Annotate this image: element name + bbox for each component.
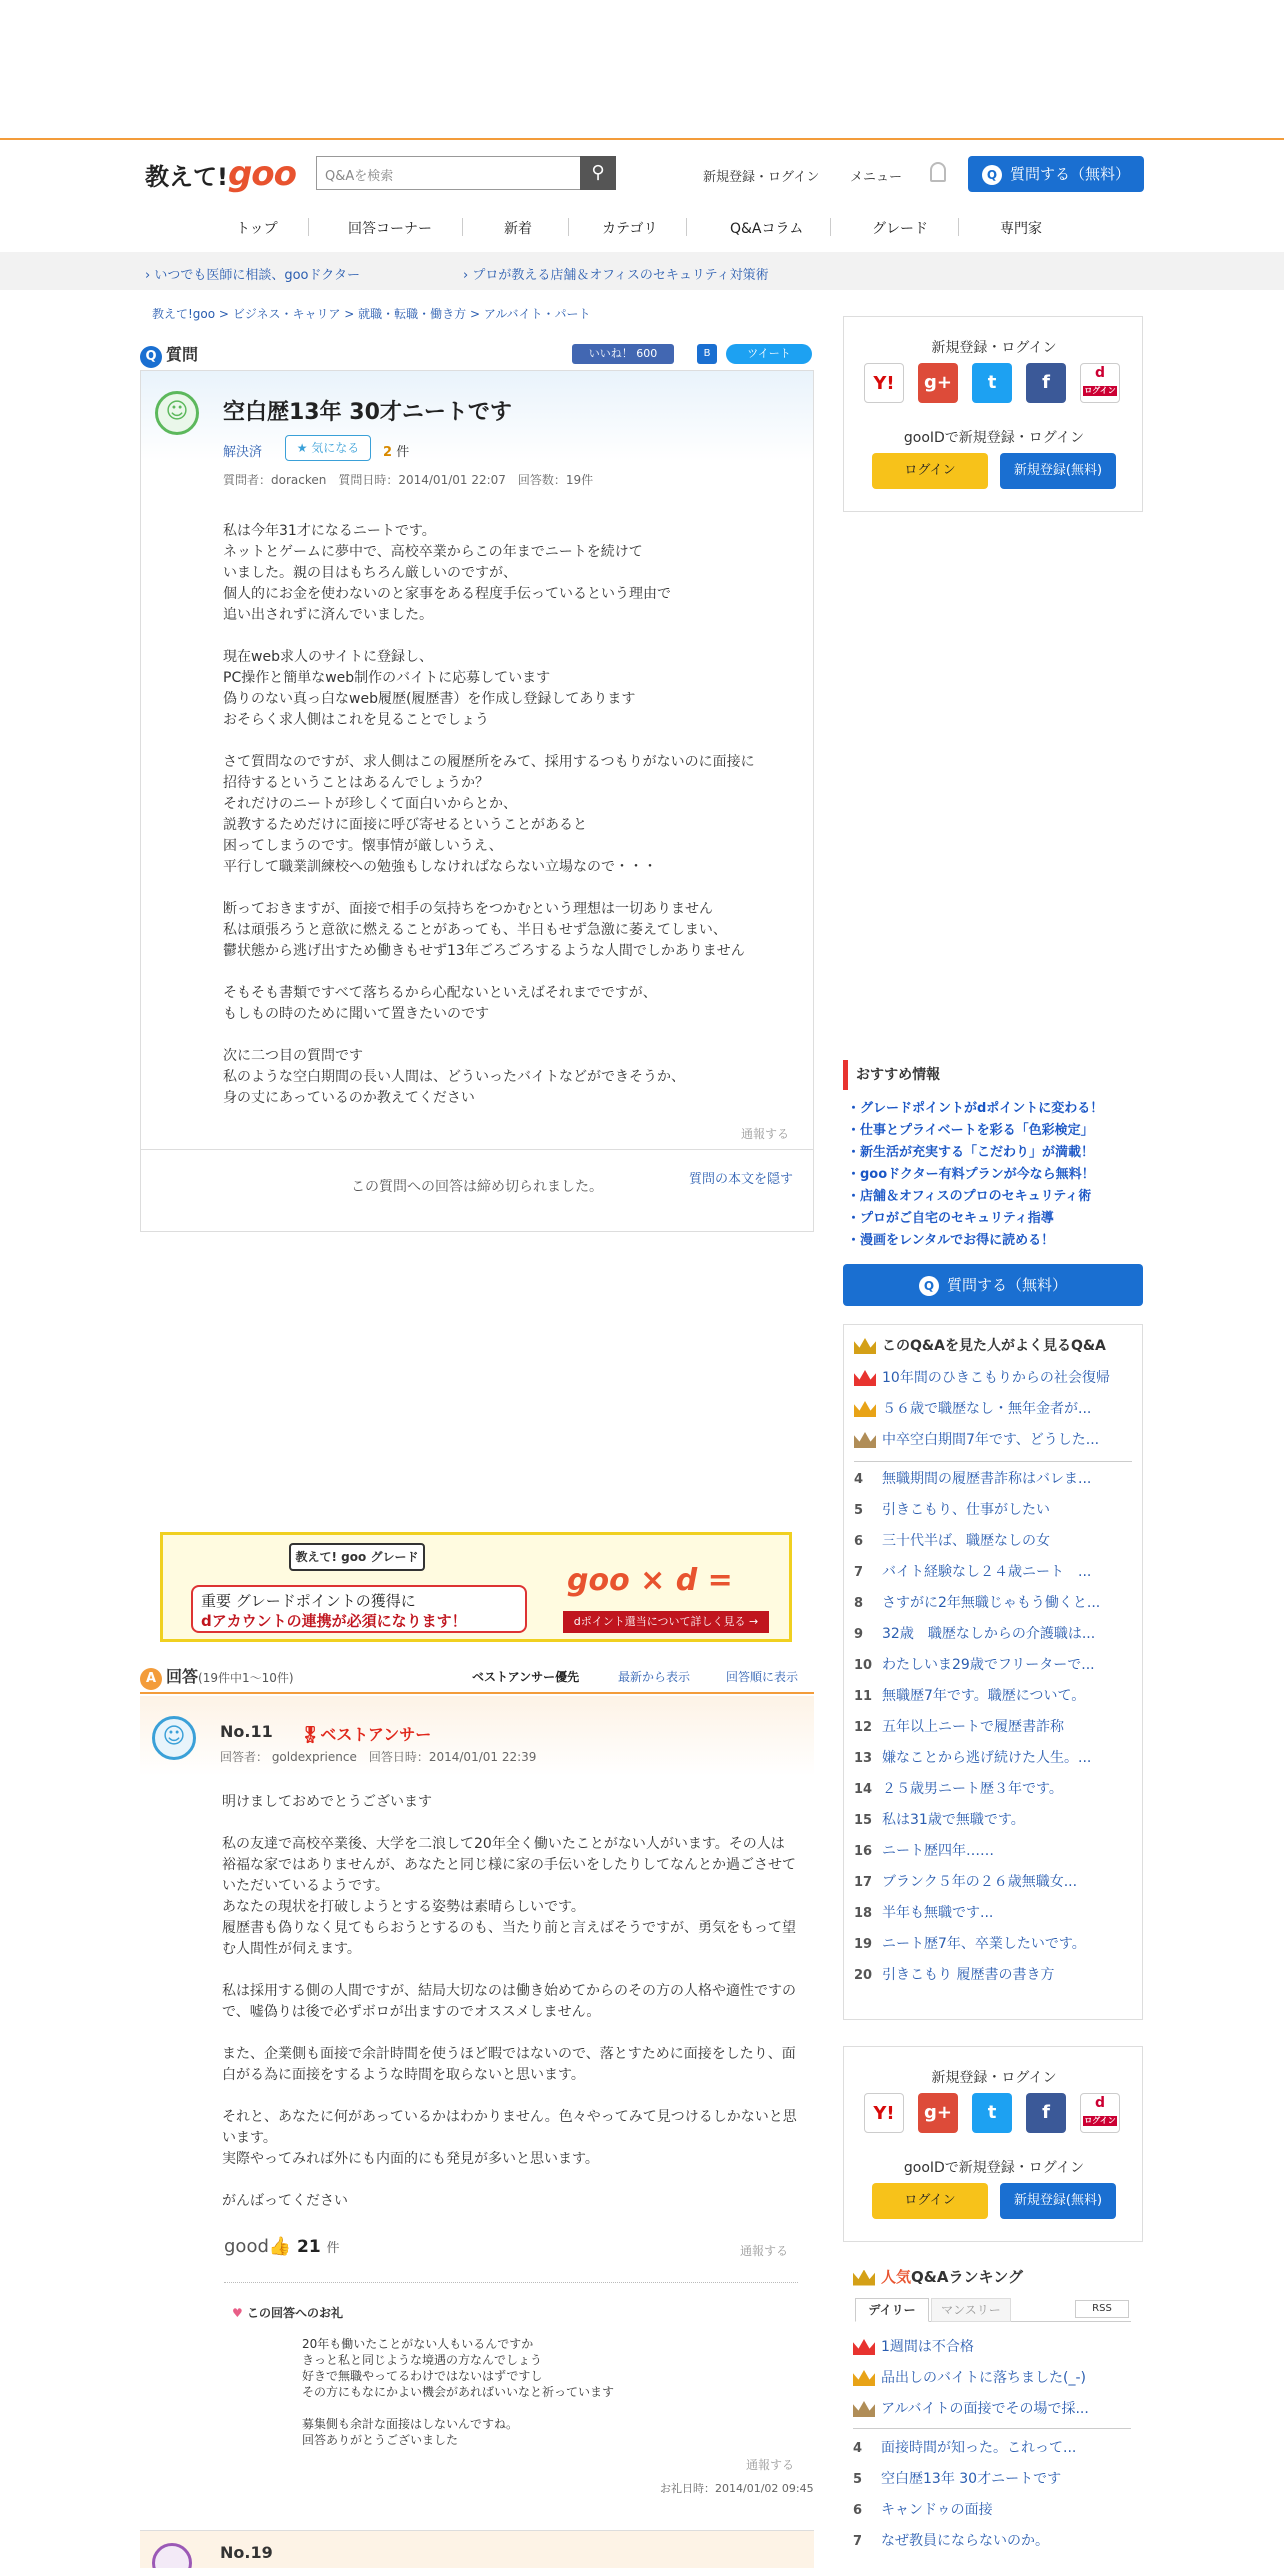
grade-ad-banner[interactable]	[160, 1532, 792, 1642]
nav-divider	[686, 218, 687, 236]
avatar[interactable]	[152, 2543, 192, 2568]
item-title: 無職歴7年です。職歴について。	[882, 1688, 1086, 1704]
rank-crown-icon	[854, 1432, 876, 1448]
related-title	[854, 1335, 1106, 1355]
list-item[interactable]	[854, 1499, 1050, 1519]
grade-ad-line: 重要 グレードポイントの獲得に	[201, 1592, 416, 1610]
promo-text: いつでも医師に相談、gooドクター	[154, 268, 360, 283]
item-title: なぜ教員にならないのか。	[881, 2533, 1049, 2549]
register-button[interactable]: 新規登録(無料)	[1000, 453, 1116, 489]
list-item[interactable]	[853, 2437, 1076, 2457]
list-item[interactable]	[853, 2367, 1086, 2387]
divider	[854, 1461, 1132, 1462]
recommend-item[interactable]: ・店舗＆オフィスのプロのセキュリティ術	[847, 1189, 1092, 1204]
facebook-icon[interactable]: f	[1026, 2093, 1066, 2133]
ranking-tabs	[855, 2298, 1131, 2322]
item-title: さすがに2年無職じゃもう働くと...	[882, 1595, 1101, 1611]
rank-number: 7	[854, 1565, 864, 1580]
divider	[224, 2282, 798, 2283]
list-item[interactable]	[853, 2530, 1049, 2550]
breadcrumb-item[interactable]: ビジネス・キャリア >	[232, 307, 355, 321]
item-title: 引きこもり、仕事がしたい	[882, 1502, 1050, 1518]
login-title: 新規登録・ログイン	[931, 340, 1057, 356]
rank-number: 5	[853, 2472, 863, 2487]
question-meta: 質問者：doracken 質問日時：2014/01/01 22:07 回答数：19件	[223, 473, 594, 487]
list-item[interactable]	[854, 1685, 1085, 1705]
thanks-header	[232, 2304, 343, 2321]
item-title: ブランク５年の２６歳無職女...	[882, 1874, 1078, 1890]
list-item[interactable]	[853, 2468, 1061, 2488]
item-title: ニート歴四年……	[882, 1843, 994, 1859]
favorite-count-unit: 件	[396, 445, 410, 460]
item-title: 半年も無職です...	[882, 1905, 994, 1921]
answer-body: 明けましておめでとうございます 私の友達で高校卒業後、大学を二浪して20年全く働いたことがない人がいます。その人は裕福な家ではありませんが、あなたと同じ様に家の手伝いをしたりしてなんとか過ごさせていただいているようです。 あなたの現状を打破しようとする姿勢は素晴らしいです。 履歴書も偽りなく見てもらおうとするのも、当たり前と言えばそうですが、勇気をもって望む人間性が伺えます。 私は採用する側の人間ですが、結局大切なのは働き始めてからのその方の人格や適性ですので、嘘偽りは後で必ずボロが出ますのでオススメしません。 また、企業側も面接で余計時間を使うほど暇ではないので、落とすために面接をしたり、面白がる為に面接をするような時間を取らないと思います。 それと、あなたに何があっているかはわかりません。色々やってみて見つけるしかないと思います。 実際やってみれば外にも内面的にも発見が多いと思います。 がんばってください	[222, 1794, 797, 2209]
best-answer-label	[300, 1722, 431, 1745]
status-badge: 解決済	[223, 445, 263, 460]
rank-number: 7	[853, 2534, 863, 2549]
closed-notice-row	[141, 1149, 813, 1231]
ranking-title-pre: 人気	[881, 2268, 912, 2286]
nav-answer-corner[interactable]: 回答コーナー	[348, 221, 432, 237]
nav-top[interactable]: トップ	[236, 221, 278, 237]
thumbs-up-icon: 👍	[268, 2236, 292, 2257]
answer-meta: 回答者： goldexprience 回答日時：2014/01/01 22:39	[220, 1750, 537, 1764]
rank-number: 17	[854, 1875, 873, 1890]
best-answer	[140, 1696, 814, 2504]
closed-notice: この質問への回答は締め切られました。	[351, 1179, 603, 1195]
rank-number: 4	[853, 2441, 863, 2456]
question-icon: Q	[919, 1276, 939, 1296]
heart-icon: ♥	[232, 2306, 243, 2320]
twitter-icon[interactable]: t	[972, 2093, 1012, 2133]
rank-number: 18	[854, 1906, 873, 1921]
list-item[interactable]	[854, 1530, 1050, 1550]
rank-number: 14	[854, 1782, 873, 1797]
list-item[interactable]	[854, 1367, 1110, 1387]
sidebar-login-box-2	[843, 2046, 1143, 2242]
grade-ad-brand: goo × d =	[567, 1563, 733, 1598]
breadcrumb-item[interactable]: 就職・転職・働き方 >	[358, 307, 481, 321]
search-icon: ⚲	[591, 162, 605, 183]
list-item[interactable]	[854, 1871, 1077, 1891]
item-title: 無職期間の履歴書詐称はバレま...	[882, 1471, 1092, 1487]
sort-best-tab[interactable]: ベストアンサー優先	[472, 1670, 580, 1684]
recommend-item[interactable]: ・gooドクター有料プランが今なら無料！	[847, 1167, 1095, 1182]
nav-category[interactable]: カテゴリ	[602, 221, 658, 237]
item-title: 1週間は不合格	[881, 2339, 974, 2355]
nav-new[interactable]: 新着	[504, 221, 532, 237]
tab-daily[interactable]: デイリー	[855, 2298, 929, 2322]
bookmark-icon[interactable]: B	[697, 344, 717, 364]
good-count: 21	[297, 2237, 321, 2257]
ask-button-label: 質問する（無料）	[946, 1276, 1067, 1294]
logo-brand: goo	[227, 154, 297, 194]
list-item[interactable]	[854, 1561, 1091, 1581]
grade-ad-cta[interactable]: dポイント還当について詳しく見る →	[563, 1611, 769, 1633]
rank-number: 13	[854, 1751, 873, 1766]
sidebar-ask-button[interactable]	[843, 1264, 1143, 1306]
thanks-date: お礼日時：2014/01/02 09:45	[660, 2482, 814, 2495]
item-title: ２５歳男ニート歴３年です。	[882, 1781, 1063, 1797]
item-title: バイト経験なし２４歳ニート ...	[882, 1564, 1092, 1580]
google-icon[interactable]: g+	[918, 2093, 958, 2133]
favorite-count	[383, 441, 409, 460]
list-item[interactable]	[854, 1964, 1054, 1984]
breadcrumb-item[interactable]: 教えて!goo >	[152, 307, 229, 321]
item-title: キャンドゥの面接	[881, 2502, 993, 2518]
item-title: 空白歴13年 30才ニートです	[881, 2471, 1062, 2487]
sort-oldest-tab[interactable]: 回答順に表示	[726, 1670, 799, 1684]
list-item[interactable]	[854, 1933, 1086, 1953]
favorite-label: 気になる	[311, 441, 360, 455]
recommend-box	[843, 1060, 1143, 1252]
list-item[interactable]	[854, 1468, 1091, 1488]
search-input[interactable]	[316, 156, 616, 190]
promo-link-security[interactable]: › プロが教える店舗＆オフィスのセキュリティ対策術	[463, 268, 769, 283]
good-button[interactable]	[224, 2236, 339, 2257]
item-title: ニート歴7年、卒業したいです。	[882, 1936, 1086, 1952]
item-title: 私は31歳で無職です。	[882, 1812, 1025, 1828]
list-item[interactable]	[854, 1398, 1091, 1418]
rank-number: 20	[854, 1968, 873, 1983]
docomo-caption: ログイン	[1084, 2116, 1116, 2125]
answer-count: (19件中1～10件)	[198, 1671, 294, 1685]
breadcrumb	[152, 305, 591, 322]
report-link[interactable]: 通報する	[741, 1127, 790, 1141]
rank-number: 10	[854, 1658, 873, 1673]
site-logo[interactable]	[145, 154, 296, 194]
question-section-header	[140, 342, 198, 368]
recommend-item[interactable]: ・仕事とプライベートを彩る「色彩検定」	[847, 1123, 1094, 1138]
question-badge-icon: Q	[140, 346, 162, 368]
crown-icon	[854, 1338, 876, 1354]
rank-number: 12	[854, 1720, 873, 1735]
ranking-title-post: Q&Aランキング	[911, 2268, 1024, 2286]
star-icon: ★	[296, 441, 308, 455]
tab-monthly[interactable]: マンスリー	[931, 2298, 1011, 2322]
avatar[interactable]: ☺	[155, 391, 199, 435]
rss-button[interactable]: RSS	[1075, 2300, 1129, 2318]
docomo-caption: ログイン	[1084, 386, 1116, 395]
grade-ad-line: dアカウントの連携が必須になります！	[201, 1612, 467, 1630]
login-button[interactable]: ログイン	[872, 2183, 988, 2219]
list-item[interactable]	[853, 2398, 1089, 2418]
answer-number: No.11	[220, 1722, 273, 1741]
rank-crown-icon	[854, 1401, 876, 1417]
google-icon[interactable]: g+	[918, 363, 958, 403]
item-title: 10年間のひきこもりからの社会復帰	[882, 1370, 1110, 1386]
rank-number: 6	[854, 1534, 864, 1549]
sort-newest-tab[interactable]: 最新から表示	[618, 1670, 691, 1684]
recommend-item[interactable]: ・グレードポイントがdポイントに変わる！	[847, 1101, 1104, 1116]
rank-number: 4	[854, 1472, 864, 1487]
rank-crown-icon	[853, 2401, 875, 2417]
nav-divider	[958, 218, 959, 236]
rank-crown-icon	[853, 2370, 875, 2386]
item-title: 五年以上ニートで履歴書詐称	[882, 1719, 1064, 1735]
recommend-item[interactable]: ・漫画をレンタルでお得に読める！	[847, 1233, 1055, 1248]
search-button[interactable]	[580, 156, 616, 190]
header-menu-link[interactable]: メニュー	[850, 170, 903, 185]
register-button[interactable]: 新規登録(無料)	[1000, 2183, 1116, 2219]
promo-text: プロが教える店舗＆オフィスのセキュリティ対策術	[472, 268, 769, 283]
recommend-item[interactable]: ・プロがご自宅のセキュリティ指導	[847, 1211, 1054, 1226]
good-unit: 件	[326, 2241, 340, 2256]
rank-number: 6	[853, 2503, 863, 2518]
grade-ad-label: 教えて! goo グレード	[289, 1543, 425, 1571]
docomo-icon[interactable]: d ログイン	[1080, 363, 1120, 403]
thanks-report-link[interactable]: 通報する	[746, 2458, 795, 2472]
question-icon: Q	[982, 165, 1002, 185]
ad-banner-area	[0, 0, 1284, 140]
rank-number: 16	[854, 1844, 873, 1859]
best-answer-text: ベストアンサー	[320, 1725, 432, 1744]
list-item[interactable]	[854, 1809, 1025, 1829]
hide-question-link[interactable]: 質問の本文を隠す	[689, 1172, 794, 1187]
thanks-label: この回答へのお礼	[246, 2306, 343, 2320]
list-item[interactable]	[854, 1592, 1100, 1612]
item-title: 中卒空白期間7年です、どうした...	[882, 1432, 1100, 1448]
item-title: 品出しのバイトに落ちました(_-)	[881, 2370, 1086, 2386]
rank-number: 11	[854, 1689, 873, 1704]
nav-divider	[462, 218, 463, 236]
item-title: わたしいま29歳でフリーターで...	[882, 1657, 1095, 1673]
rank-number: 9	[854, 1627, 864, 1642]
page-title: 空白歴13年 30才ニートです	[223, 400, 512, 425]
section-label: 回答	[166, 1667, 199, 1686]
item-title: 32歳 職歴なしからの介護職は...	[882, 1626, 1096, 1642]
rank-number: 15	[854, 1813, 873, 1828]
search-placeholder: Q&Aを検索	[325, 169, 394, 184]
item-title: 引きこもり 履歴書の書き方	[882, 1967, 1055, 1983]
section-label: 質問	[166, 345, 199, 364]
nav-divider	[830, 218, 831, 236]
list-item[interactable]	[854, 1840, 994, 1860]
recommend-title: おすすめ情報	[843, 1060, 940, 1090]
favorite-count-value: 2	[383, 445, 393, 460]
rank-crown-icon	[853, 2339, 875, 2355]
tweet-label: ツイート	[747, 347, 791, 360]
facebook-like-button[interactable]	[572, 344, 674, 364]
logo-text: 教えて!	[145, 163, 228, 191]
item-title: 嫌なことから逃げ続けた人生。...	[882, 1750, 1092, 1766]
divider	[853, 2428, 1131, 2429]
thanks-body: 20年も働いたことがない人もいるんですか きっと私と同じような境遇の方なんでしょう 好きで無職やってるわけではないはずですし その方にもなにかよい機会があればいいなと祈っています 募集側も余計な面接はしないんですね。 回答ありがとうございました	[302, 2337, 615, 2447]
sidebar-login-box	[843, 316, 1143, 512]
question-box	[140, 370, 814, 1232]
answers-header	[140, 1664, 814, 1694]
recommend-item[interactable]: ・新生活が充実する「こだわり」が満載！	[847, 1145, 1095, 1160]
rank-number: 8	[854, 1596, 864, 1611]
promo-link-doctor[interactable]: › いつでも医師に相談、gooドクター	[145, 268, 360, 283]
yahoo-icon[interactable]: Y!	[864, 2093, 904, 2133]
ask-button-label: 質問する（無料）	[1009, 165, 1130, 183]
list-item[interactable]	[854, 1747, 1091, 1767]
nav-divider	[568, 218, 569, 236]
item-title: 面接時間が知った。これって...	[881, 2440, 1077, 2456]
ranking-box	[843, 2258, 1143, 2568]
ranking-title	[853, 2266, 1023, 2287]
like-label: いいね！ 600	[588, 347, 658, 360]
header-ask-button[interactable]	[968, 156, 1144, 192]
report-link[interactable]: 通報する	[740, 2244, 789, 2258]
nav-divider	[308, 218, 309, 236]
nav-expert[interactable]: 専門家	[1000, 221, 1042, 237]
grade-ad-message	[191, 1585, 527, 1633]
twitter-icon[interactable]: t	[972, 363, 1012, 403]
recommend-list	[847, 1098, 1103, 1252]
yahoo-icon[interactable]: Y!	[864, 363, 904, 403]
crown-icon	[853, 2270, 875, 2286]
medal-icon: 🎖	[300, 1725, 321, 1744]
list-item[interactable]	[854, 1902, 993, 1922]
login-button[interactable]: ログイン	[872, 453, 988, 489]
facebook-icon[interactable]: f	[1026, 363, 1066, 403]
next-answer	[140, 2530, 814, 2568]
favorite-button[interactable]	[285, 435, 371, 461]
breadcrumb-item[interactable]: アルバイト・パート	[483, 307, 591, 321]
list-item[interactable]	[854, 1778, 1063, 1798]
gooid-title: gooIDで新規登録・ログイン	[903, 430, 1085, 446]
nav-grade[interactable]: グレード	[872, 221, 928, 237]
bell-icon[interactable]	[930, 162, 946, 182]
answer-badge-icon: A	[140, 1668, 162, 1690]
list-item[interactable]	[853, 2336, 974, 2356]
good-label: good	[224, 2236, 269, 2257]
related-qa-box	[843, 1324, 1143, 2020]
rank-number: 19	[854, 1937, 873, 1952]
answer-number: No.19	[220, 2543, 273, 2562]
list-item[interactable]	[854, 1429, 1099, 1449]
promo-band	[0, 252, 1284, 290]
tweet-button[interactable]	[726, 344, 812, 364]
list-item[interactable]	[853, 2499, 993, 2519]
list-item[interactable]	[854, 1623, 1095, 1643]
item-title: 三十代半ば、職歴なしの女	[882, 1533, 1050, 1549]
related-title-text: このQ&Aを見た人がよく見るQ&A	[882, 1338, 1106, 1354]
item-title: アルバイトの面接でその場で採...	[881, 2401, 1089, 2417]
header-login-link[interactable]: 新規登録・ログイン	[703, 170, 820, 185]
nav-column[interactable]: Q&Aコラム	[730, 221, 804, 237]
avatar[interactable]: ☺	[152, 1716, 196, 1760]
main-nav	[200, 206, 1084, 250]
login-title: 新規登録・ログイン	[931, 2070, 1057, 2086]
item-title: ５６歳で職歴なし・無年金者が...	[882, 1401, 1092, 1417]
list-item[interactable]	[854, 1654, 1095, 1674]
question-body: 私は今年31才になるニートです。 ネットとゲームに夢中で、高校卒業からこの年までニートを続けて いました。親の目はもちろん厳しいのですが、 個人的にお金を使わないのと家事をある程度手伝っているという理由で 追い出されずに済んでいました。 現在web求人のサイトに登録し、 PC操作と簡単なweb制作のバイトに応募しています 偽りのない真っ白なweb履歴(履歴書）を作成し登録してあります おそらく求人側はこれを見ることでしょう さて質問なのですが、求人側はこの履歴所をみて、採用するつもりがないのに面接に 招待するということはあるんでしょうか？ それだけのニートが珍しくて面白いからとか、 説教するためだけに面接に呼び寄せるということがあると 困ってしまうのです。懐事情が厳しいうえ、 平行して職業訓練校への勉強もしなければならない立場なので・・・ 断っておきますが、面接で相手の気持ちをつかむという理想は一切ありません 私は頑張ろうと意欲に燃えることがあっても、半日もせず急激に萎えてしまい、 鬱状態から逃げ出すため働きもせず13年ごろごろするような人間でしかありません そもそも書類ですべて落ちるから心配ないといえばそれまでですが、 もしもの時のために聞いて置きたいのです 次に二つ目の質問です 私のような空白期間の長い人間は、どういったバイトなどができそうか、 身の丈にあっているのか教えてください	[223, 523, 755, 1106]
rank-number: 5	[854, 1503, 864, 1518]
docomo-icon[interactable]: d ログイン	[1080, 2093, 1120, 2133]
list-item[interactable]	[854, 1716, 1064, 1736]
gooid-title: gooIDで新規登録・ログイン	[903, 2160, 1085, 2176]
rank-crown-icon	[854, 1370, 876, 1386]
